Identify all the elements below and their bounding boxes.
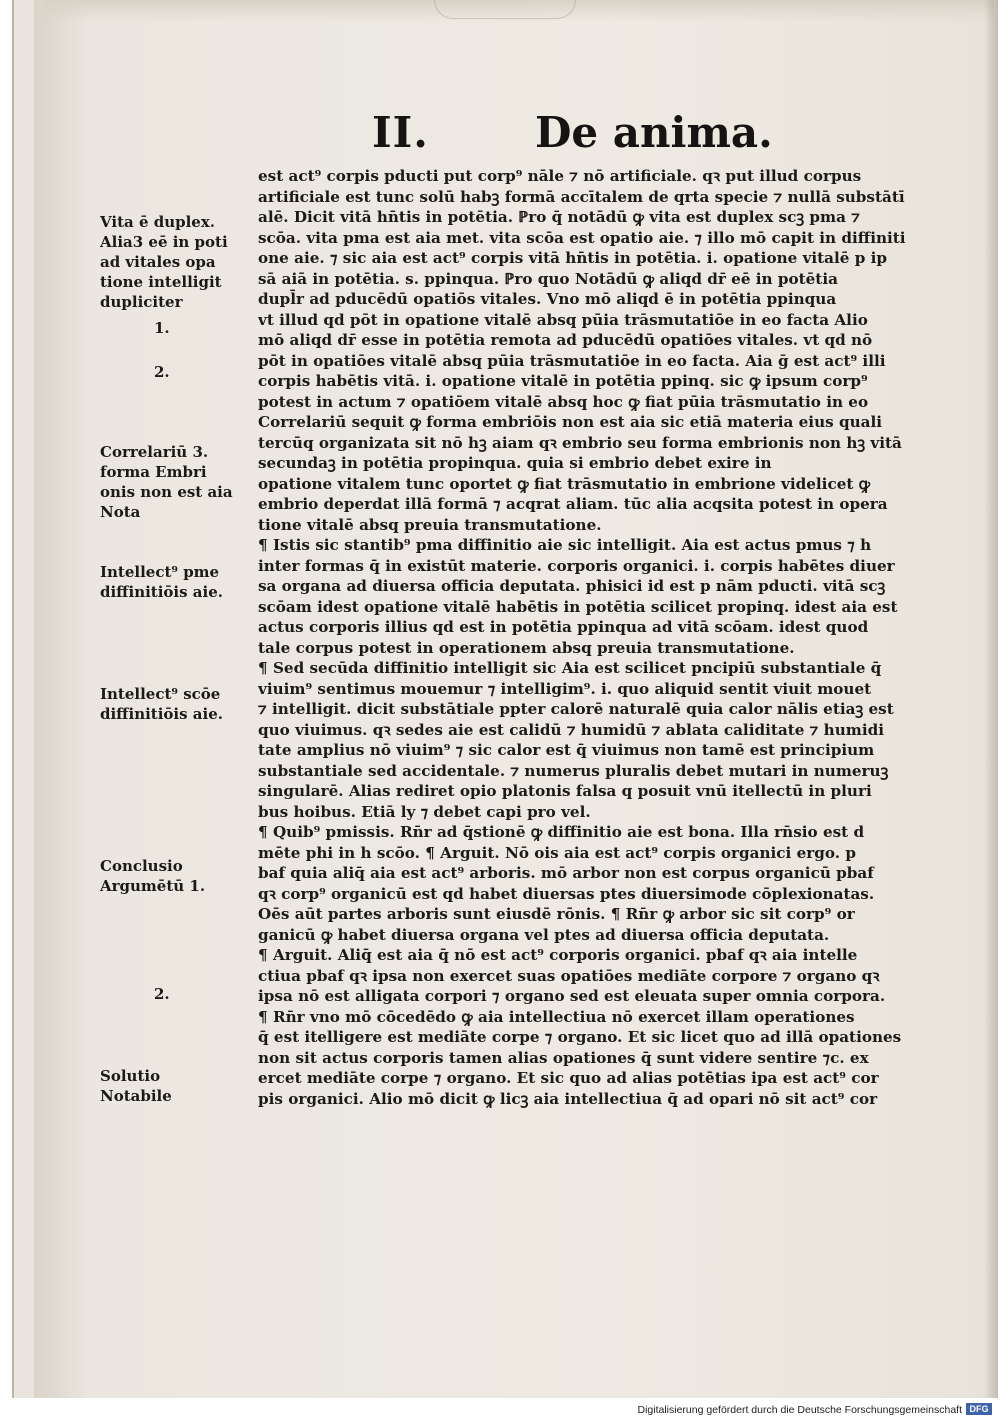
text-line: alē. Dicit vitā hn̄tis in potētia. ℙro q̄ notādū ꝙ vita est duplex scꝫ pma ⁊	[258, 208, 860, 226]
footer-credit: Digitalisierung gefördert durch die Deutsche Forschungsgemeinschaft	[637, 1404, 962, 1416]
text-line: embrio deperdat illā formā ⁊ acqrat aliam. tūc alia acqsita potest in opera	[258, 495, 888, 513]
margin-number-1: 1.	[154, 319, 170, 337]
margin-line: onis non est aia	[100, 483, 233, 501]
text-line: ¶ Istis sic stantib⁹ pma diffinitio aie sic intelligit. Aia est actus pmus ⁊ h	[258, 536, 872, 554]
text-line: tercūq organizata sit nō hꝫ aiam qꝛ embrio seu forma embrionis non hꝫ vitā	[258, 433, 902, 452]
text-line: ¶ Arguit. Aliq̄ est aia q̄ nō est act⁹ corporis organici. pbaf qꝛ aia intelle	[258, 946, 858, 964]
text-line: ctiua pbaf qꝛ ipsa non exercet suas opatiōes mediāte corpore ⁊ organo qꝛ	[258, 966, 880, 985]
main-text-column	[258, 166, 908, 1109]
text-line: qꝛ corp⁹ organicū est qd habet diuersas ptes diuersimode cōplexionatas.	[258, 884, 875, 903]
text-line: artificiale est tunc solū habꝫ formā accītalem de qrta specie ⁊ nullā substātī	[258, 187, 905, 206]
text-line: tate amplius nō viuim⁹ ⁊ sic calor est q̄ viuimus non tamē est principium	[258, 741, 875, 759]
margin-line: dupliciter	[100, 293, 183, 311]
margin-note-vita	[100, 212, 260, 312]
text-line: ganicū ꝙ habet diuersa organa vel ptes ad diuersa officia deputata.	[258, 925, 830, 944]
text-line: non sit actus corporis tamen alias opationes q̄ sunt videre sentire ⁊c. ex	[258, 1048, 869, 1067]
margin-line: diffinitiōis aie.	[100, 705, 223, 723]
text-line: sā aiā in potētia. s. ppinqua. ℙro quo Notādū ꝙ aliqd dr̄ eē in potētia	[258, 269, 838, 288]
text-line: est act⁹ corpis pducti put corp⁹ nāle ⁊ nō artificiale. qꝛ put illud corpus	[258, 167, 862, 185]
margin-line: tione intelligit	[100, 273, 222, 291]
text-line: ¶ Rn̄r vno mō cōcedēdo ꝙ aia intellectiua nō exercet illam operationes	[258, 1007, 855, 1026]
text-line: mēte phi in h scōo. ¶ Arguit. Nō ois aia est act⁹ corpis organici ergo. p	[258, 843, 856, 862]
running-title: De anima.	[535, 108, 773, 157]
text-line: tale corpus potest in operationem absq preuia transmutatione.	[258, 638, 795, 657]
text-line: actus corporis illius qd est in potētia ppinqua ad vitā scōam. idest quod	[258, 618, 869, 636]
margin-line: Argumētū 1.	[100, 877, 206, 895]
text-line: secundaꝫ in potētia propinqua. quia si embrio debet exire in	[258, 454, 772, 472]
margin-note-correlarium	[100, 442, 260, 522]
text-line: singularē. Alias rediret opio platonis falsa q posuit vnū itellectū in pluri	[258, 782, 872, 800]
text-line: vt illud qd pōt in opatione vitalē absq pūia trāsmutatiōe in eo facta Alio	[258, 310, 868, 329]
margin-line: Conclusio	[100, 857, 183, 875]
text-line: quo viuimus. qꝛ sedes aie est calidū ⁊ humidū ⁊ ablata caliditate ⁊ humidi	[258, 720, 884, 739]
text-line: bus hoibus. Etiā ly ⁊ debet capi pro vel.	[258, 802, 591, 821]
text-line: inter formas q̄ in existūt materie. corporis organici. i. corpis habētes diuer	[258, 556, 895, 575]
text-line: pōt in opatiōes vitalē absq pūia trāsmutatiōe in eo facta. Aia ḡ est act⁹ illi	[258, 351, 886, 370]
margin-line: Vita ē duplex.	[100, 213, 215, 231]
margin-note-conclusio	[100, 856, 260, 896]
page-number: II.	[372, 108, 429, 157]
text-line: scōam idest opatione vitalē habētis in potētia scilicet propinq. idest aia est	[258, 597, 898, 616]
text-line: potest in actum ⁊ opatiōem vitalē absq hoc ꝙ fiat pūia trāsmutatio in eo	[258, 392, 869, 411]
margin-line: Alia3 eē in poti	[100, 233, 228, 251]
text-line: corpis habētis vitā. i. opatione vitalē in potētia ppinq. sic ꝙ ipsum corp⁹	[258, 372, 868, 390]
dfg-logo-icon: DFG	[966, 1403, 992, 1415]
text-line: scōa. vita pma est aia met. vita scōa est opatio aie. ⁊ illo mō capit in diffiniti	[258, 228, 906, 247]
page-edge-shadow	[984, 0, 998, 1398]
text-line: pis organici. Alio mō dicit ꝙ licꝫ aia intellectiua q̄ ad opari nō sit act⁹ cor	[258, 1089, 878, 1108]
margin-note-intellectus-prime	[100, 562, 260, 602]
text-line: ercet mediāte corpe ⁊ organo. Et sic quo ad alias potētias ipa est act⁹ cor	[258, 1069, 879, 1087]
text-line: tione vitalē absq preuia transmutatione.	[258, 515, 602, 534]
text-line: baf quia aliq̄ aia est act⁹ arboris. mō arbor non est corpus organicū pbaf	[258, 864, 874, 882]
margin-line: Solutio	[100, 1067, 161, 1085]
margin-line: Intellect⁹ pme	[100, 563, 220, 581]
margin-line: forma Embri	[100, 463, 207, 481]
paper-fold-mark	[434, 0, 576, 19]
text-line: viuim⁹ sentimus mouemur ⁊ intelligim⁹. i. quo aliquid sentit viuit mouet	[258, 679, 872, 698]
text-line: dupl̄r ad pducēdū opatiōs vitales. Vno mō aliqd ē in potētia ppinqua	[258, 290, 837, 308]
text-line: ¶ Quib⁹ pmissis. Rn̄r ad q̄stionē ꝙ diffinitio aie est bona. Illa rn̄sio est d	[258, 823, 865, 841]
margin-number-2: 2.	[154, 363, 170, 381]
margin-number-2b: 2.	[154, 985, 170, 1003]
text-line: q̄ est itelligere est mediāte corpe ⁊ organo. Et sic licet quo ad illā opationes	[258, 1028, 902, 1046]
text-line: one aie. ⁊ sic aia est act⁹ corpis vitā hn̄tis in potētia. i. opatione vitalē p ip	[258, 249, 888, 267]
margin-line: Notabile	[100, 1087, 172, 1105]
text-line: mō aliqd dr̄ esse in potētia remota ad pducēdū opatiōes vitales. vt qd nō	[258, 331, 873, 349]
margin-note-solutio	[100, 1066, 260, 1106]
text-line: Correlariū sequit ꝙ forma embriōis non est aia sic etiā materia eius quali	[258, 413, 882, 431]
text-line: opatione vitalem tunc oportet ꝙ fiat trāsmutatio in embrione videlicet ꝙ	[258, 474, 871, 493]
margin-line: diffinitiōis aie.	[100, 583, 223, 601]
text-line: ¶ Sed secūda diffinitio intelligit sic Aia est scilicet pncipiū substantiale q̄	[258, 659, 882, 677]
text-line: ipsa nō est alligata corpori ⁊ organo sed est eleuata super omnia corpora.	[258, 987, 886, 1005]
text-line: substantiale sed accidentale. ⁊ numerus pluralis debet mutari in numeruꝫ	[258, 761, 889, 780]
text-line: Oēs aūt partes arboris sunt eiusdē rōnis. ¶ Rn̄r ꝙ arbor sic sit corp⁹ or	[258, 905, 855, 923]
text-line: sa organa ad diuersa officia deputata. phisici id est p nām pducti. vitā scꝫ	[258, 577, 886, 595]
margin-line: Nota	[100, 503, 141, 521]
margin-line: Correlariū 3.	[100, 443, 209, 461]
margin-line: Intellect⁹ scōe	[100, 685, 221, 703]
text-line: ⁊ intelligit. dicit substātiale ppter calorē naturalē quia calor nālis etiaꝫ est	[258, 700, 894, 718]
margin-line: ad vitales opa	[100, 253, 216, 271]
margin-note-intellectus-secunde	[100, 684, 260, 724]
